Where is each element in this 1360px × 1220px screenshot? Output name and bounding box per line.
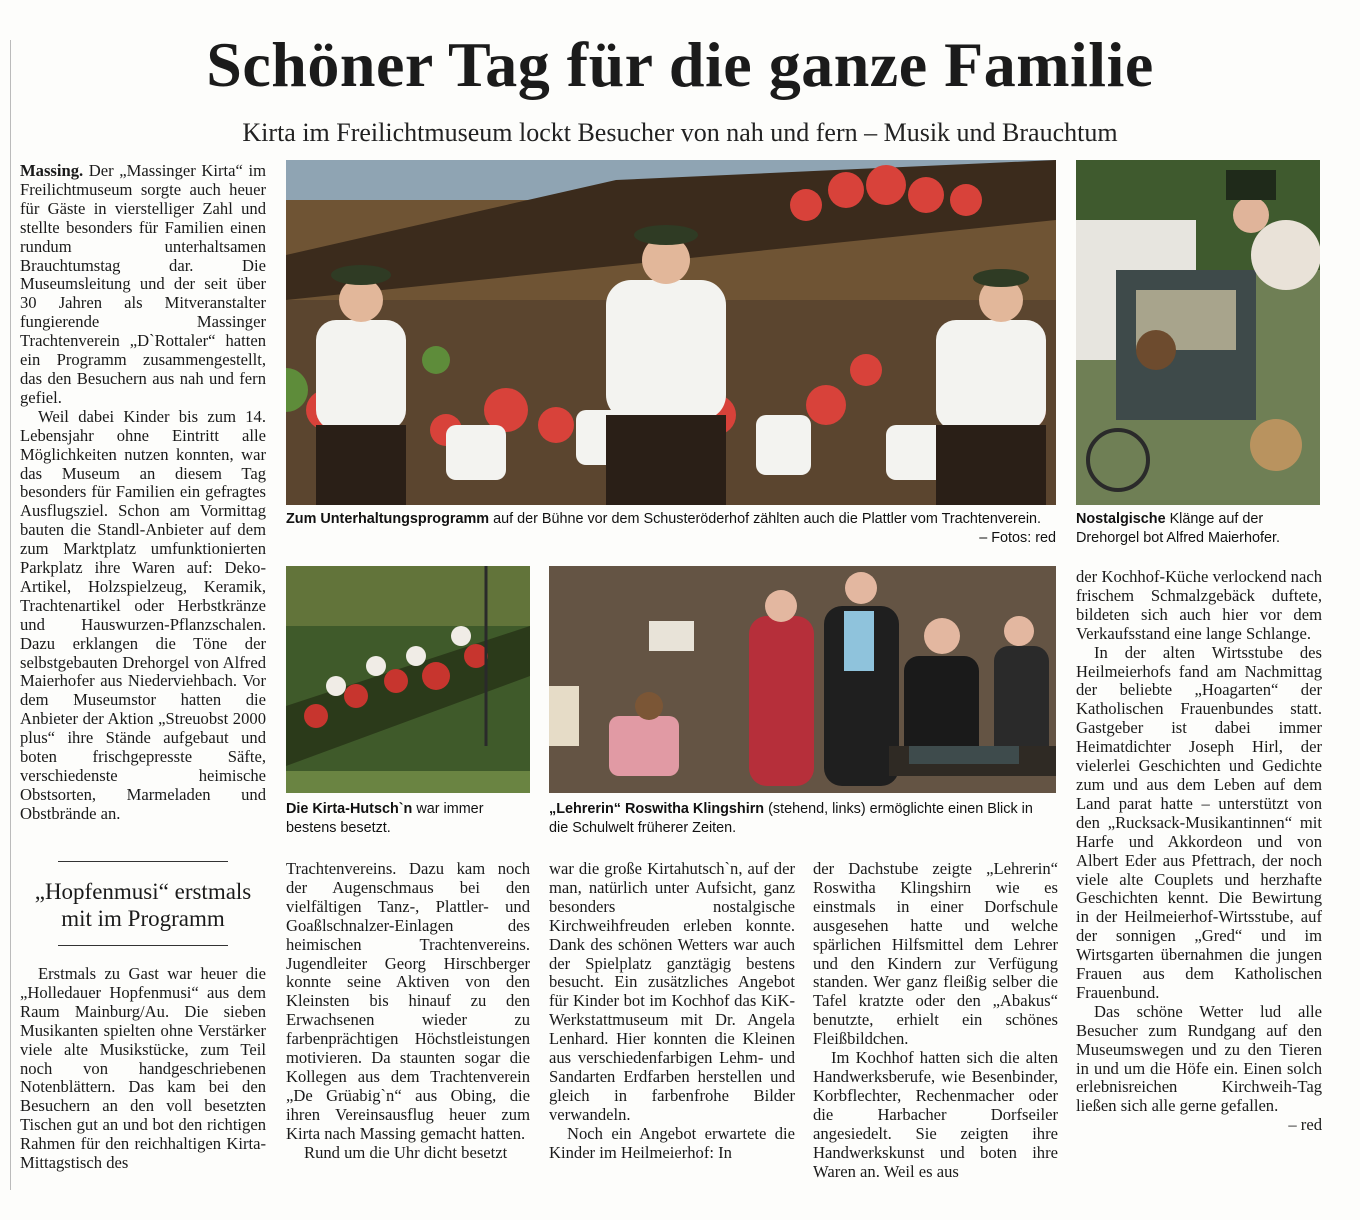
column-5-paragraph-1: der Kochhof-Küche verlockend nach frischem Schmalzgebäck duftete, bildeten sich auch hier vor dem Verkaufsstand eine lange Schlange. — [1076, 567, 1322, 643]
subhead-hopfenmusi: „Hopfenmusi“ erstmals mit im Programm — [34, 879, 252, 931]
article-column-4 — [813, 860, 1058, 1181]
caption-organ — [1076, 510, 1322, 548]
photo-kirta-swing — [286, 566, 530, 793]
column-3-paragraph-1: war die große Kirtahutsch`n, auf der man, natürlich unter Aufsicht, ganz besonders nostalgische Kirchweihfreuden erleben konnte. Dank des schönen Wetters war auch der Spielplatz ganztägig bestens besucht. Ein zusätzliches Angebot für Kinder bot im Kochhof das KiK-Werkstattmuseum mit Dr. Angela Lenhard. Hier konnten die Kleinen aus verschiedenfarbigen Lehm- und Sandarten Erdfarben herstellen und gleich in farbenfrohe Bilder verwandeln. — [549, 859, 795, 1124]
caption-swing-bold: Die Kirta-Hutsch`n — [286, 801, 413, 817]
author-signoff: – red — [1288, 1115, 1322, 1135]
caption-school — [549, 800, 1056, 838]
caption-organ-bold: Nostalgische — [1076, 511, 1166, 527]
column-2-paragraph-2: Rund um die Uhr dicht besetzt — [304, 1142, 508, 1162]
column-1-paragraph-1 — [20, 162, 266, 408]
dateline: Massing. — [20, 161, 84, 180]
caption-main — [286, 510, 1056, 546]
caption-organ-text: Klänge auf der Drehorgel bot Alfred Maierhofer. — [1076, 511, 1280, 546]
photo-plattler-dancers — [286, 160, 1056, 505]
column-5-paragraph-3-text: Das schöne Wetter lud alle Besucher zum Rundgang auf den Museumswegen und zu den Tieren in und um die Höfe ein. Einen solch erlebnisreichen Kirchweih-Tag ließen sich alle gerne gefallen. — [1076, 1001, 1322, 1116]
photo-barrel-organ — [1076, 160, 1320, 505]
article-column-2 — [286, 860, 530, 1163]
caption-main-credit: – Fotos: red — [979, 530, 1056, 546]
caption-main-bold: Zum Unterhaltungsprogramm — [286, 511, 490, 527]
page-headline: Schöner Tag für die ganze Familie — [206, 29, 1154, 100]
column-5-paragraph-2: In der alten Wirtsstube des Heilmeierhofs fand am Nachmittag der beliebte „Hoagarten“ der Katholischen Frauenbundes statt. Gastgeber ist dabei immer Heimatdichter Joseph Hirl, der vielerlei Geschichten und Gedichte zum und aus dem Leben auf dem Land parat hatte – unterstützt von den „Rucksack-Musikantinnen“ mit Harfe und Akkordeon und von Albert Eder aus Pfettrach, der noch viele alte Couplets und herzhafte Geschichten kennt. Die Bewirtung in der Heilmeierhof-Wirtsstube, auf der sonnigen „Gred“ und im Wirtsgarten übernahmen die jungen Frauen aus dem Katholischen Frauenbund. — [1076, 642, 1322, 1002]
article-column-3 — [549, 860, 795, 1163]
left-margin-line — [10, 40, 11, 1190]
subhead-rule-top — [58, 861, 228, 862]
caption-swing-text: war immer bestens besetzt. — [286, 801, 484, 836]
column-2-paragraph-1: Trachtenvereins. Dazu kam noch der Augenschmaus bei den vielfältigen Tanz-, Plattler- und Goaßlschnalzer-Einlagen des heimischen Trachtenvereins. Jugendleiter Georg Hirschberger konnte seine Aktiven von den Kleinsten bis hinauf zu den Erwachsenen wieder zu farbenprächtigen Höchstleistungen motivieren. Da staunten sogar die Kollegen aus dem Trachtenverein „De Grüabig`n“ aus Obing, die ihren Vereinsausflug heuer zum Kirta nach Massing gemacht hatten. — [286, 859, 530, 1143]
photo-classroom — [549, 566, 1056, 793]
column-1-paragraph-3: Erstmals zu Gast war heuer die „Holledauer Hopfenmusi“ aus dem Raum Mainburg/Au. Die sieben Musikanten spielten ohne Verstärker viele alte Musikstücke, zum Teil noch von handgeschriebenen Notenblättern. Das kam bei den Besuchern an den voll besetzten Tischen gut an und bot den richtigen Rahmen für den reichhaltigen Kirta-Mittagstisch des — [20, 964, 266, 1173]
column-1-paragraph-1-text: Der „Massinger Kirta“ im Freilichtmuseum sorgte auch heuer für Gäste in vierstelliger Zahl und stellte besonders für Familien einen rundum unterhaltsamen Brauchtumstag dar. Die Museumsleitung und der seit über 30 Jahren als Mitveranstalter fungierende Massinger Trachtenverein „D`Rottaler“ hatten ein Programm zusammengestellt, das den Besuchern aus nah und fern gefiel. — [20, 161, 266, 407]
column-3-paragraph-2: Noch ein Angebot erwartete die Kinder im Heilmeierhof: In — [549, 1123, 795, 1162]
subhead-rule-bottom — [58, 945, 228, 946]
article-column-1-continued — [20, 965, 266, 1173]
column-5-paragraph-3 — [1076, 1001, 1322, 1135]
caption-swing — [286, 800, 530, 838]
caption-school-bold: „Lehrerin“ Roswitha Klingshirn — [549, 801, 765, 817]
page-subheadline: Kirta im Freilichtmuseum lockt Besucher von nah und fern – Musik und Brauchtum — [242, 118, 1118, 147]
caption-school-text: (stehend, links) ermöglichte einen Blick in die Schulwelt früherer Zeiten. — [549, 801, 1033, 836]
article-column-1 — [20, 162, 266, 824]
column-1-paragraph-2: Weil dabei Kinder bis zum 14. Lebensjahr ohne Eintritt alle Möglichkeiten nutzen konnten, war das Museum an diesem Tag besonders für Familien ein gefragtes Ausflugsziel. Schon am Vormittag bauten die Standl-Anbieter auf dem zum Marktplatz umfunktionierten Parkplatz ihre Waren auf: Deko-Artikel, Holzspielzeug, Keramik, Trachtenartikel oder Herbstkränze und Hauswurzen-Pflanzschalen. Dazu erklangen die Töne der selbstgebauten Drehorgel von Alfred Maierhofer aus Niederviehbach. Vor dem Museumstor hatten die Anbieter der Aktion „Streuobst 2000 plus“ ihre Stände aufgebaut und boten frischgepresste Säfte, verschiedenste heimische Obstsorten, Marmeladen und Obstbrände an. — [20, 406, 266, 823]
column-4-paragraph-1: der Dachstube zeigte „Lehrerin“ Roswitha Klingshirn wie es einstmals in einer Dorfschule ausgesehen hatte und welche spärlichen Hilfsmittel dem Lehrer und den Kindern zur Verfügung standen. Wer ganz fleißig selber die Tafel kratzte oder den „Abakus“ benutzte, erhielt ein schönes Fleißbildchen. — [813, 859, 1058, 1049]
caption-main-text: auf der Bühne vor dem Schusteröderhof zählten auch die Plattler vom Trachtenverein. — [489, 511, 1042, 527]
column-4-paragraph-2: Im Kochhof hatten sich die alten Handwerksberufe, wie Besenbinder, Korbflechter, Rechenmacher oder die Harbacher Dorfseiler angesiedelt. Sie zeigten ihre Handwerkskunst und boten ihre Waren an. Weil es aus — [813, 1048, 1058, 1181]
article-column-5 — [1076, 568, 1322, 1135]
